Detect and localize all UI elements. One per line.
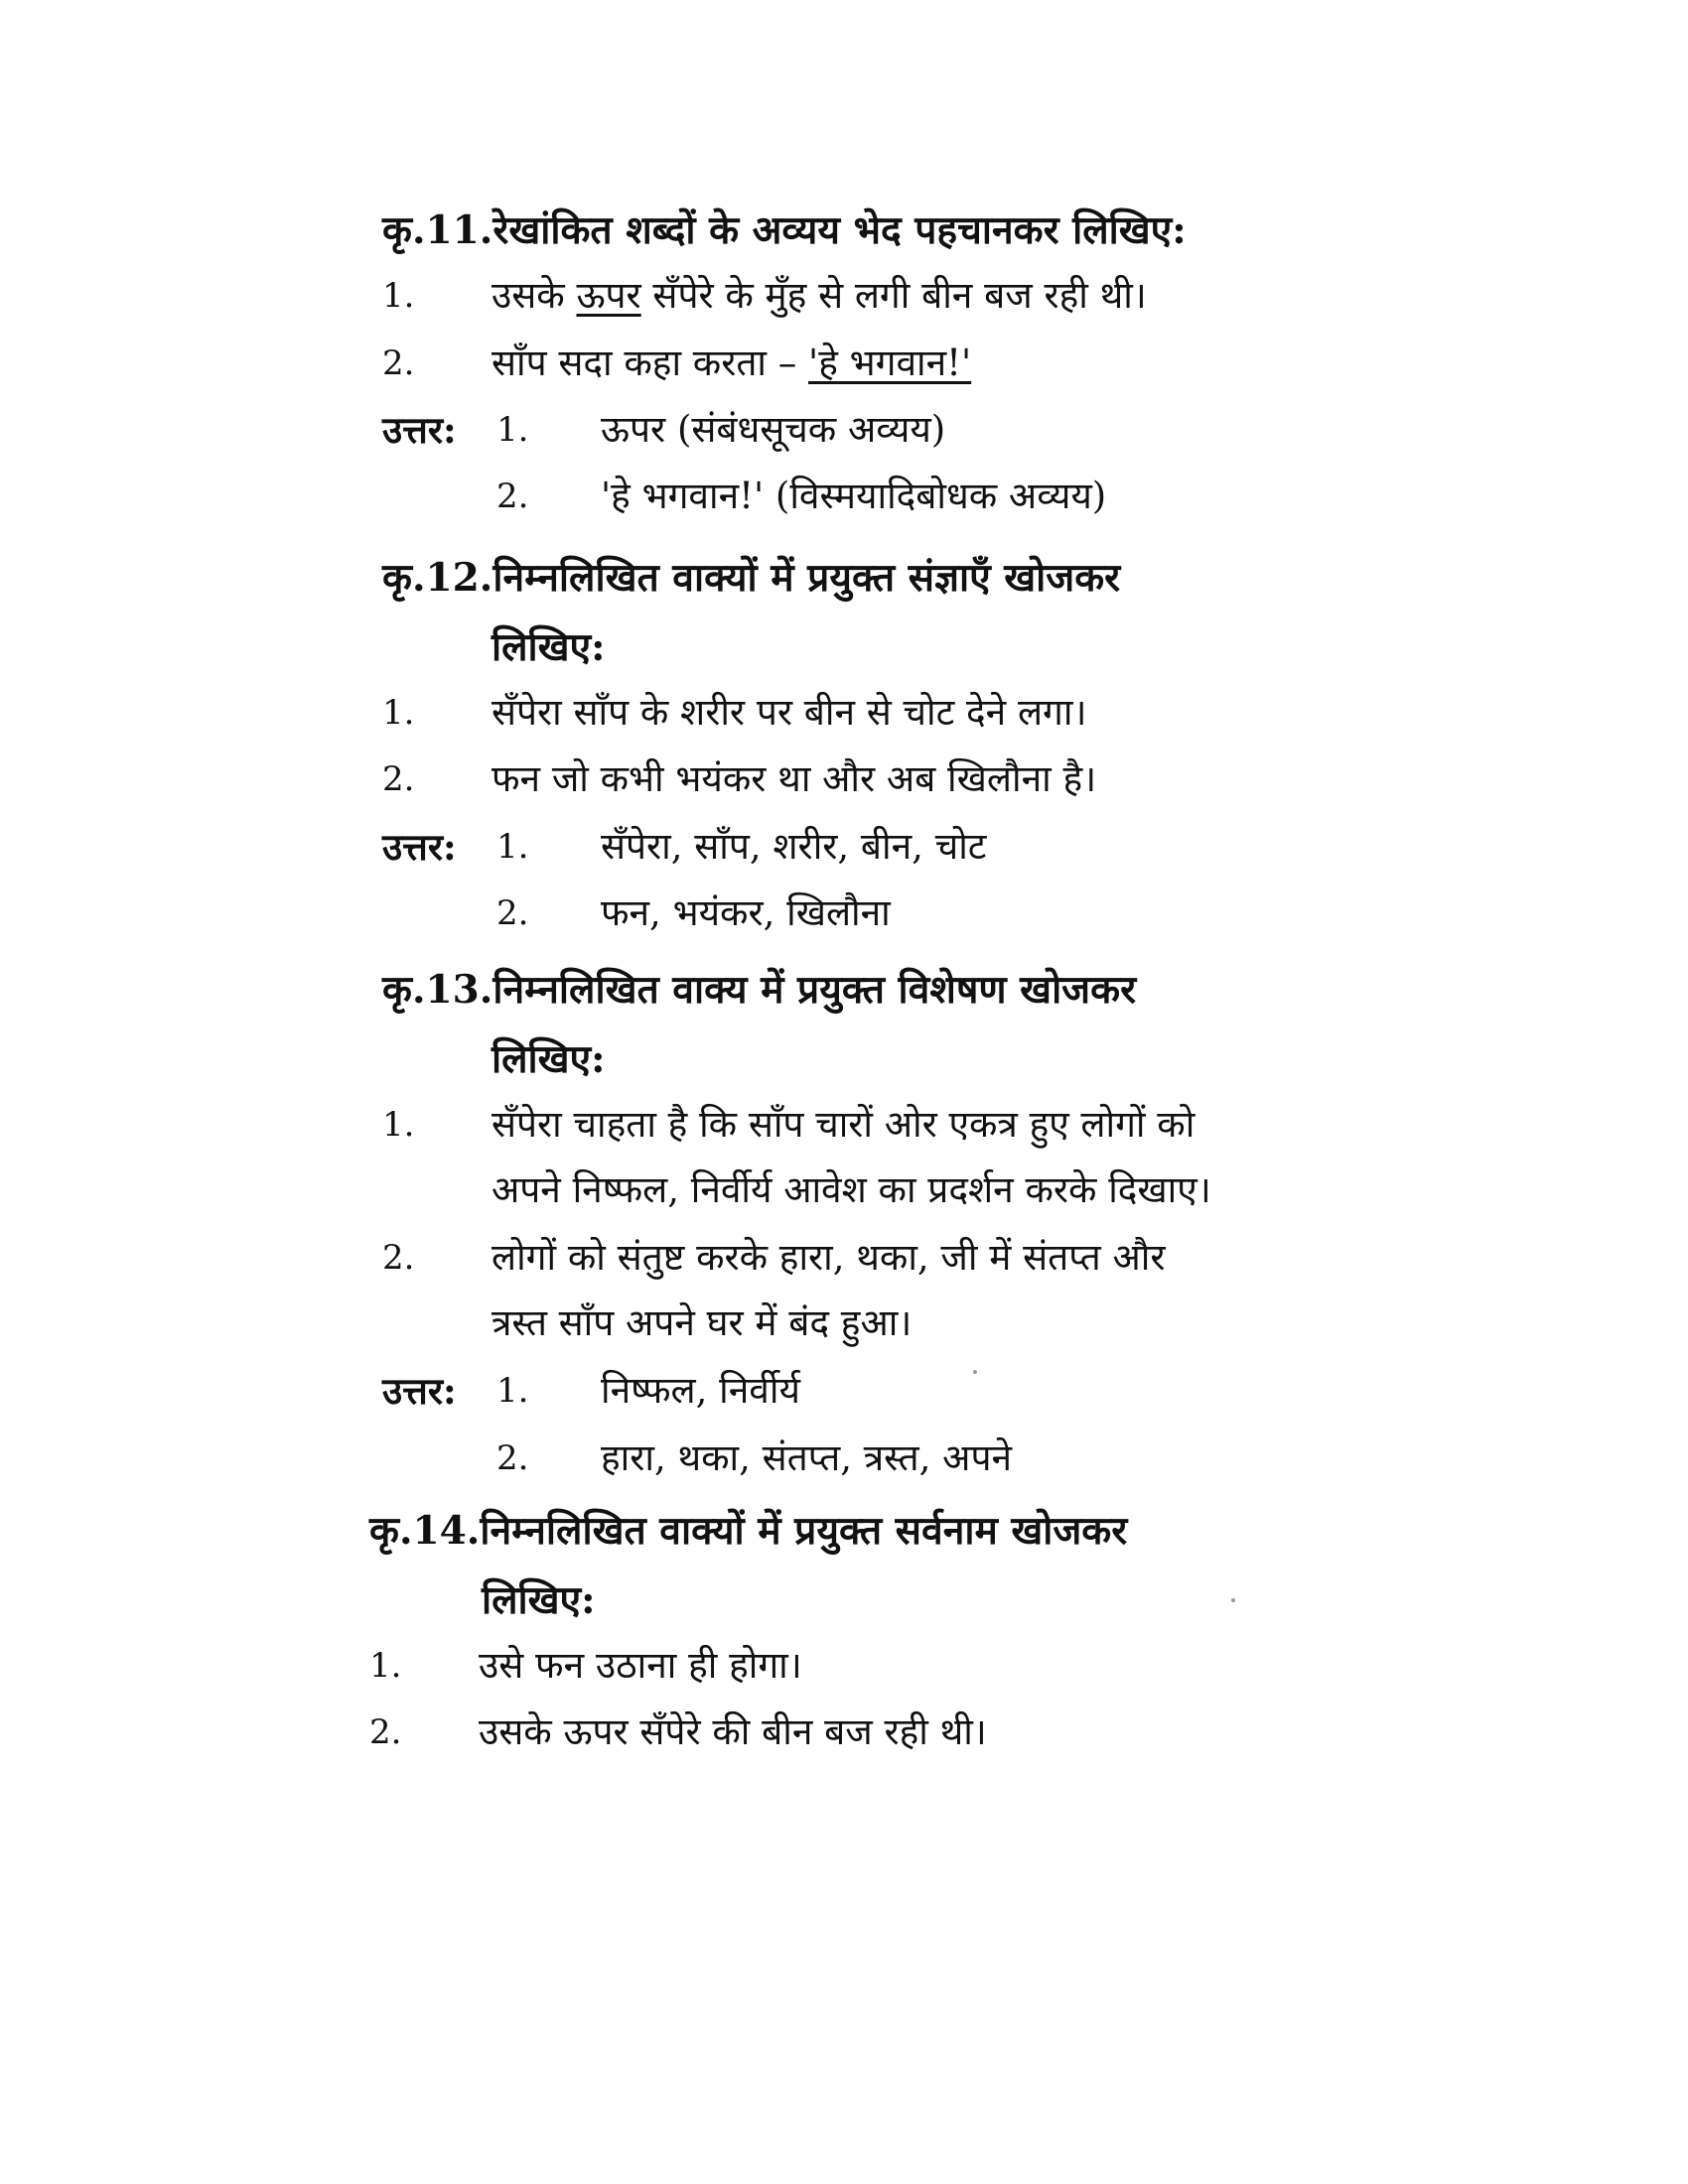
item-number: 2.: [369, 1712, 402, 1752]
item-text-before: साँप सदा कहा करता –: [492, 341, 809, 384]
question-text: निम्नलिखित वाक्य में प्रयुक्त विशेषण खोजकर: [492, 967, 1137, 1013]
item-text-line-2: अपने निष्फल, निर्वीर्य आवेश का प्रदर्शन करके दिखाए।: [492, 1168, 1211, 1211]
answer-text: निष्फल, निर्वीर्य: [601, 1369, 800, 1412]
answer-text: हारा, थका, संतप्त, त्रस्त, अपने: [601, 1436, 1012, 1479]
item-number: 1.: [382, 693, 415, 733]
item-text: फन जो कभी भयंकर था और अब खिलौना है।: [492, 757, 1097, 800]
underlined-word: ऊपर: [576, 274, 641, 317]
answer-text: ऊपर (संबंधसूचक अव्यय): [601, 408, 946, 451]
item-text-before: उसके: [492, 274, 577, 317]
question-text-cont: लिखिए:: [492, 624, 606, 670]
question-number: कृ.14.: [369, 1508, 481, 1554]
item-text: सँपेरा साँप के शरीर पर बीन से चोट देने लगा।: [492, 691, 1087, 734]
question-number: कृ.11.: [382, 207, 493, 253]
question-12-item-1: [382, 680, 1306, 746]
answer-text: 'हे भगवान!' (विस्मयादिबोधक अव्यय): [601, 475, 1107, 517]
item-text: उसे फन उठाना ही होगा।: [479, 1644, 802, 1687]
question-11-item-1: [382, 263, 1306, 329]
question-text: निम्नलिखित वाक्यों में प्रयुक्त सर्वनाम खोजकर: [480, 1508, 1128, 1554]
answer-number: 1.: [496, 1371, 529, 1411]
answer-number: 1.: [496, 410, 529, 450]
question-number: कृ.12.: [382, 555, 493, 601]
item-text-line-1: लोगों को संतुष्ट करके हारा, थका, जी में संतप्त और: [492, 1236, 1166, 1279]
scan-speck: [1231, 1598, 1235, 1602]
question-11-heading: [382, 194, 1306, 267]
question-14-heading: [369, 1494, 1308, 1568]
question-text-cont: लिखिए:: [492, 1036, 606, 1082]
answer-text: फन, भयंकर, खिलौना: [601, 891, 891, 934]
item-text-line-1: सँपेरा चाहता है कि साँप चारों ओर एकत्र हुए लोगों को: [492, 1103, 1196, 1146]
question-13-heading: [382, 953, 1306, 1026]
answer-number: 2.: [496, 893, 529, 933]
item-number: 2.: [382, 759, 415, 799]
question-12-heading: [382, 541, 1306, 614]
item-number: 1.: [382, 1105, 415, 1145]
answer-number: 2.: [496, 477, 529, 516]
item-number: 2.: [382, 343, 415, 383]
question-14-item-2: [369, 1700, 1293, 1765]
item-number: 1.: [369, 1646, 402, 1686]
question-14-item-1: [369, 1633, 1293, 1699]
item-number: 2.: [382, 1238, 415, 1278]
question-13-item-2: [382, 1225, 1306, 1356]
question-13-heading-cont: [382, 1023, 1306, 1096]
question-12-heading-cont: [382, 611, 1306, 684]
answer-label: उत्तर:: [382, 825, 457, 869]
item-number: 1.: [382, 276, 415, 316]
scan-speck: [973, 1370, 977, 1374]
question-text: रेखांकित शब्दों के अव्यय भेद पहचानकर लिखिए:: [492, 207, 1187, 253]
answer-number: 2.: [496, 1438, 529, 1478]
question-14-heading-cont: [369, 1564, 1293, 1637]
question-number: कृ.13.: [382, 967, 493, 1013]
question-12-item-2: [382, 747, 1306, 812]
underlined-word: 'हे भगवान!': [808, 341, 972, 384]
answer-label: उत्तर:: [382, 408, 457, 452]
answer-text: सँपेरा, साँप, शरीर, बीन, चोट: [601, 825, 987, 868]
item-text: [492, 331, 1306, 396]
item-text: उसके ऊपर सँपेरे की बीन बज रही थी।: [479, 1710, 987, 1753]
question-text-cont: लिखिए:: [482, 1577, 596, 1623]
question-11-item-2: [382, 331, 1306, 396]
question-text: निम्नलिखित वाक्यों में प्रयुक्त संज्ञाएँ खोजकर: [492, 555, 1121, 601]
item-text-after: सँपेरे के मुँह से लगी बीन बज रही थी।: [640, 274, 1147, 317]
answer-label: उत्तर:: [382, 1369, 457, 1413]
question-13-item-1: [382, 1092, 1306, 1223]
item-text: [492, 263, 1306, 329]
answer-number: 1.: [496, 827, 529, 867]
item-text-line-2: त्रस्त साँप अपने घर में बंद हुआ।: [492, 1301, 913, 1344]
